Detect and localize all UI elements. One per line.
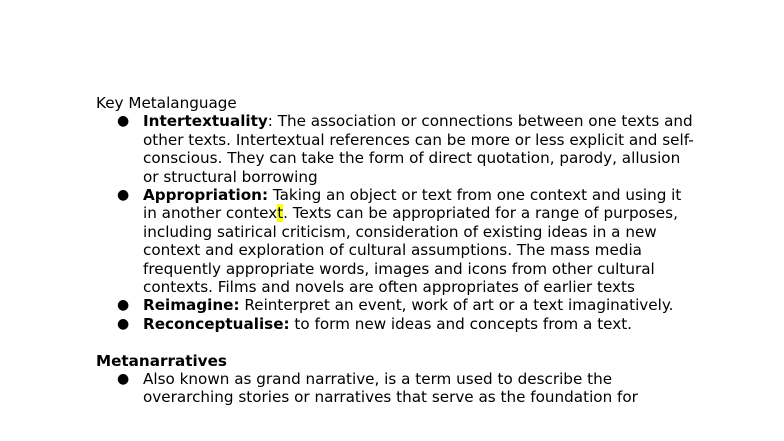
list-item-metanarratives (96, 370, 696, 407)
list-item-reconceptualise (96, 315, 696, 333)
list-item-intertextuality (96, 112, 696, 186)
definition-reimagine: Reinterpret an event, work of art or a text imaginatively. (239, 296, 674, 315)
metanarratives-list (96, 370, 696, 407)
definition-appropriation-part1: Taking an object or text from one context and using it in another contex (143, 186, 682, 223)
definition-intertextuality: : The association or connections between one texts and other texts. Intertextual references can be more or less explicit and self-conscious. They can take the form of direct quotation, parody, allusion or structural borrowing (143, 112, 694, 186)
document-page (96, 94, 696, 407)
bullet-icon: ● (117, 187, 130, 204)
bullet-icon: ● (117, 113, 130, 130)
list-item-appropriation (96, 186, 696, 296)
definition-appropriation-part2: . Texts can be appropriated for a range of purposes, including satirical criticism, consideration of existing ideas in a new context and exploration of cultural assumptions. The mass media frequently appropriate words, images and icons from other cultural contexts. Films and novels are often appropriates of earlier texts (143, 204, 678, 297)
heading-key-metalanguage: Key Metalanguage (96, 94, 237, 112)
definition-metanarratives: Also known as grand narrative, is a term used to describe the overarching stories or narratives that serve as the foundation for (143, 370, 638, 407)
bullet-icon: ● (117, 315, 130, 332)
heading-metanarratives: Metanarratives (96, 351, 227, 370)
term-appropriation: Appropriation: (143, 186, 269, 205)
metalanguage-list (96, 112, 696, 333)
bullet-icon: ● (117, 297, 130, 314)
highlighted-character: t (277, 204, 284, 223)
bullet-icon: ● (117, 371, 130, 388)
term-reconceptualise: Reconceptualise: (143, 314, 290, 333)
list-item-reimagine (96, 296, 696, 314)
term-intertextuality: Intertextuality (143, 112, 268, 131)
definition-reconceptualise: to form new ideas and concepts from a text. (289, 314, 632, 333)
term-reimagine: Reimagine: (143, 296, 240, 315)
